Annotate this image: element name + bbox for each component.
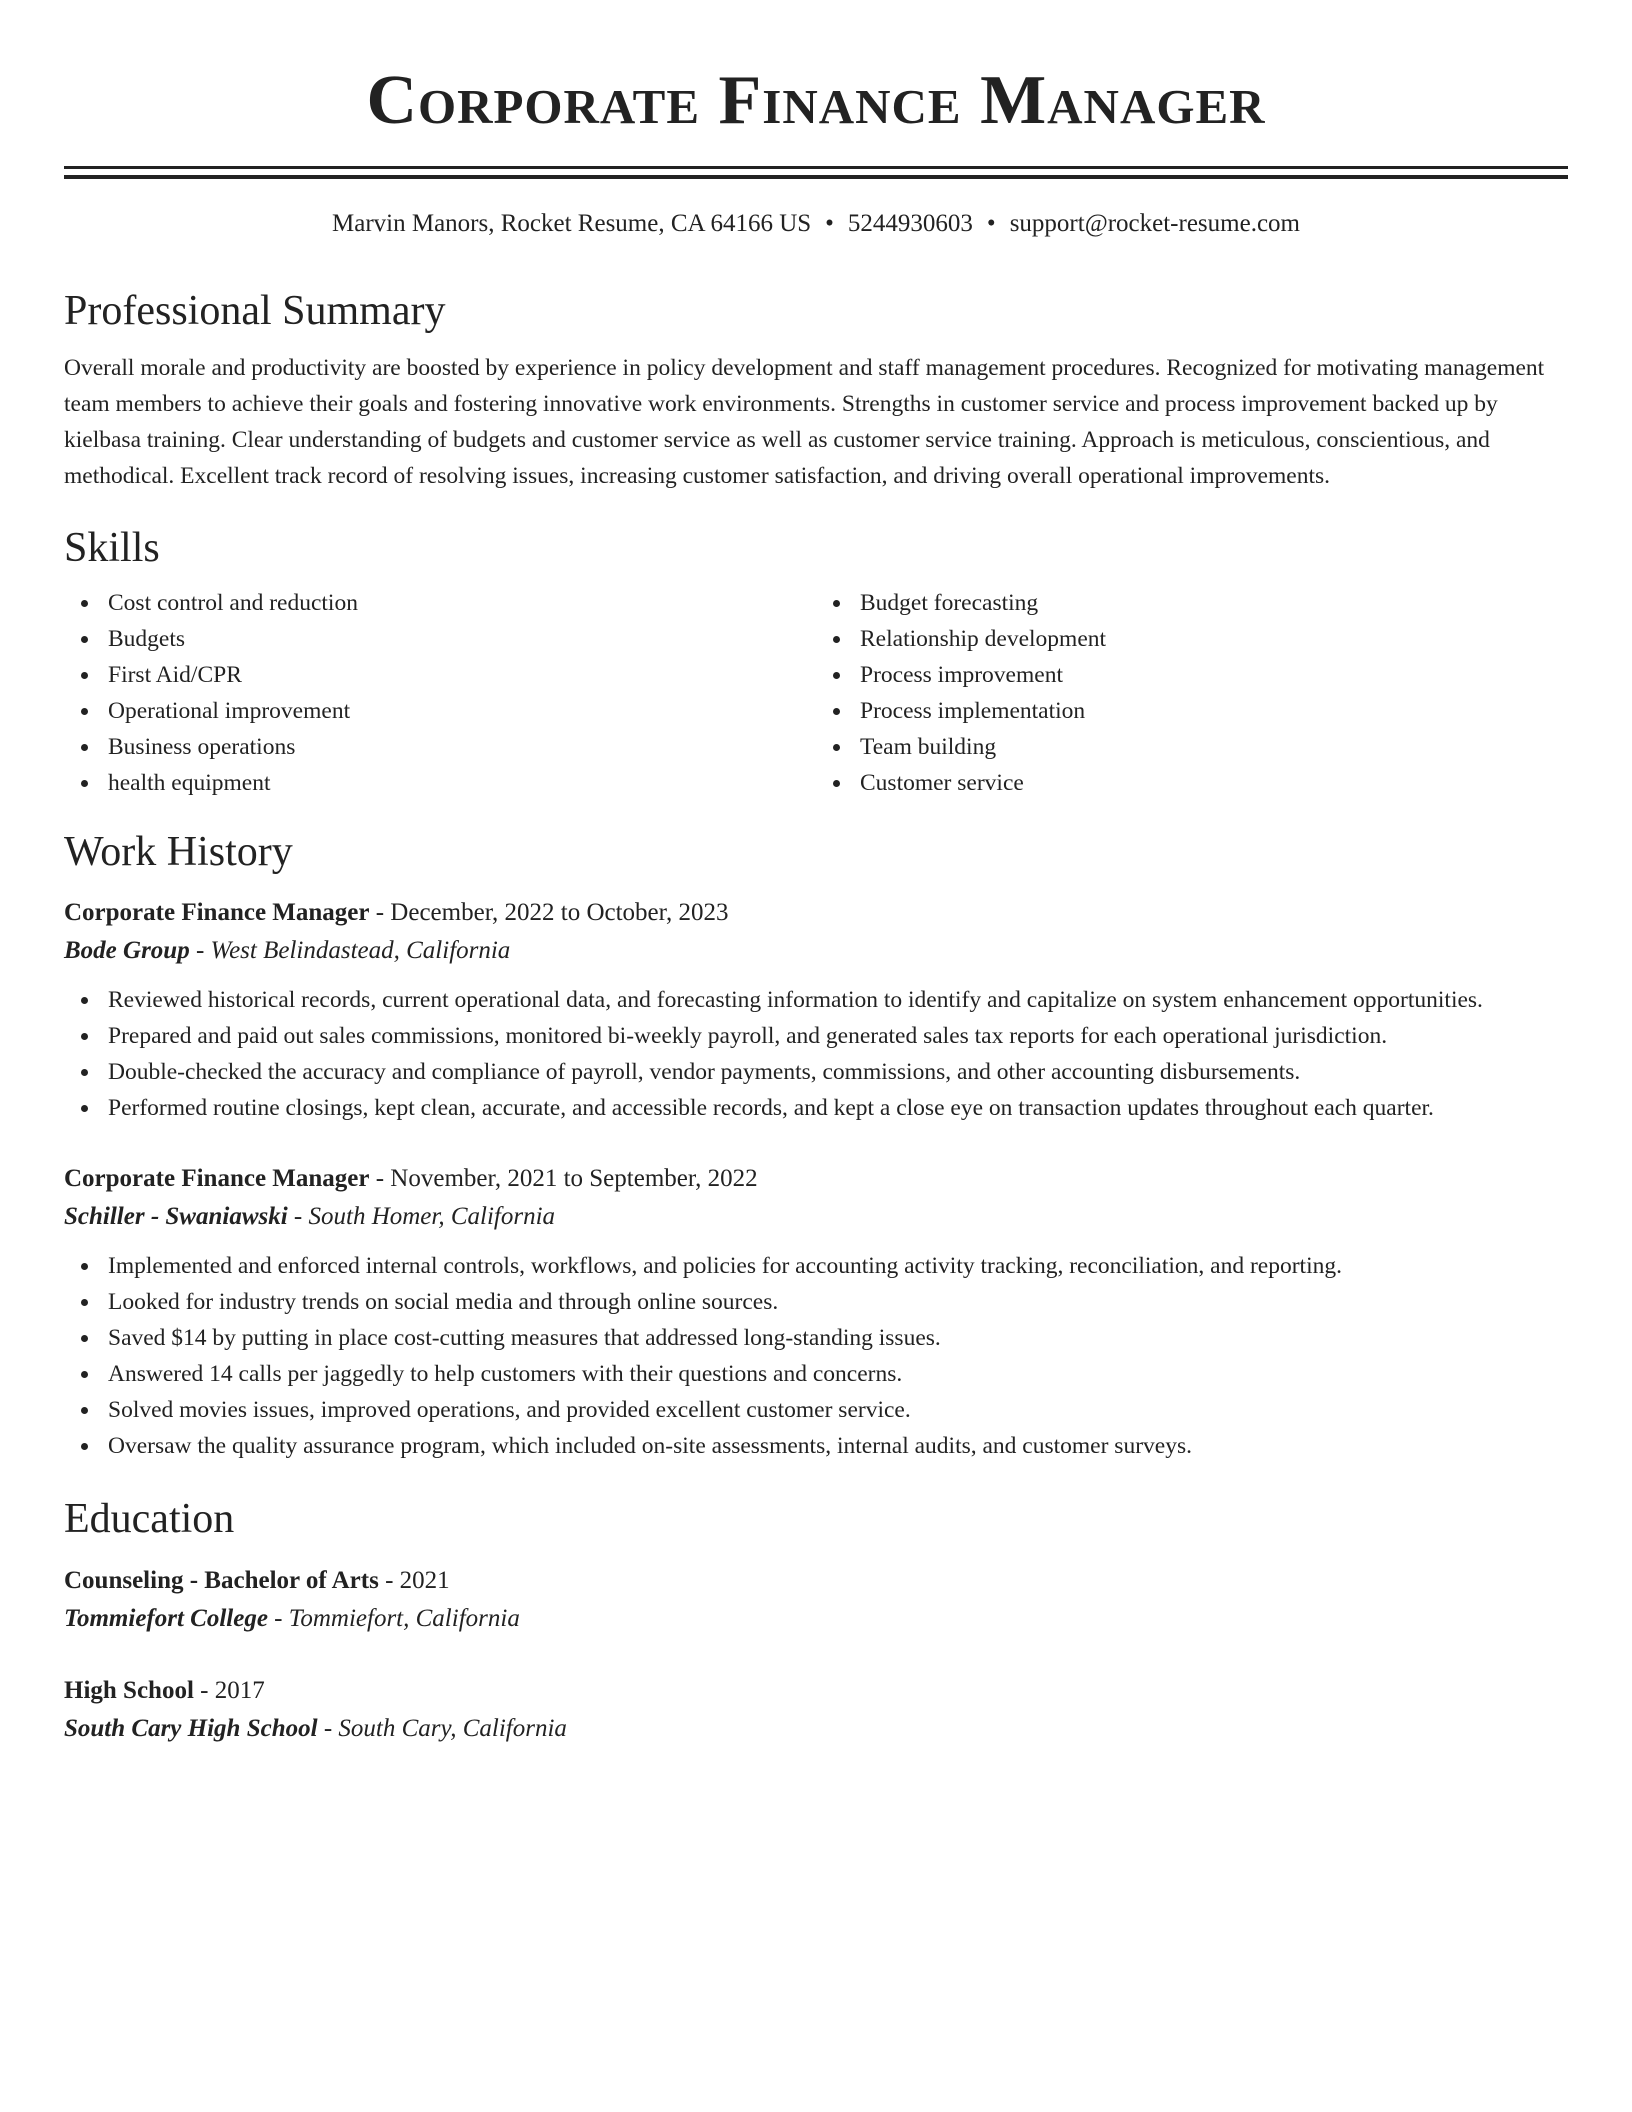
job-duty: Prepared and paid out sales commissions, monitored bi-weekly payroll, and generated sales tax reports for each operational jurisdiction. [108,1018,1568,1054]
job-title: Corporate Finance Manager [64,899,370,926]
skill-item: Business operations [108,729,816,765]
contact-separator: • [825,210,834,237]
skill-item: First Aid/CPR [108,657,816,693]
job-location: - South Homer, California [287,1203,556,1230]
job-title: Corporate Finance Manager [64,1165,370,1192]
education-school-line [64,1600,1568,1638]
job-company-line [64,1198,1568,1236]
education-year: - 2017 [193,1677,265,1704]
education-heading: Education [64,1496,235,1542]
job-duty: Solved movies issues, improved operations, and provided excellent customer service. [108,1392,1568,1428]
skills-list-right [816,585,1568,801]
education-location: - South Cary, California [317,1715,567,1742]
job-duty: Reviewed historical records, current operational data, and forecasting information to identify and capitalize on system enhancement opportunities. [108,982,1568,1018]
skill-item: Operational improvement [108,693,816,729]
job-duty: Looked for industry trends on social media and through online sources. [108,1284,1568,1320]
skills-columns [64,585,1568,801]
education-entry [64,1562,1568,1638]
skills-heading: Skills [64,525,160,571]
job-entry [64,1160,1568,1464]
education-year: - 2021 [378,1567,450,1594]
education-degree-line [64,1562,1568,1600]
contact-address: Marvin Manors, Rocket Resume, CA 64166 US [332,210,812,237]
job-duty: Saved $14 by putting in place cost-cutting measures that addressed long-standing issues. [108,1320,1568,1356]
job-duty: Implemented and enforced internal controls, workflows, and policies for accounting activity tracking, reconciliation, and reporting. [108,1248,1568,1284]
education-degree-line [64,1672,1568,1710]
job-dates: - November, 2021 to September, 2022 [369,1165,758,1192]
job-company: Bode Group [64,937,190,964]
job-duty: Oversaw the quality assurance program, which included on-site assessments, internal audits, and customer surveys. [108,1428,1568,1464]
job-location: - West Belindastead, California [189,937,511,964]
job-entry [64,894,1568,1126]
divider-line-top [64,166,1568,169]
education-school: South Cary High School [64,1715,318,1742]
education-degree: High School [64,1677,194,1704]
summary-text: Overall morale and productivity are boosted by experience in policy development and staff management procedures. Recognized for motivating management team members to achieve their goals and fostering innovative work environments. Strengths in customer service and process improvement backed up by kielbasa training. Clear understanding of budgets and customer service as well as customer service training. Approach is meticulous, conscientious, and methodical. Excellent track record of resolving issues, increasing customer satisfaction, and driving overall operational improvements. [64,355,1545,489]
contact-line [64,207,1568,241]
skill-item: Customer service [860,765,1568,801]
job-company: Schiller - Swaniawski [64,1203,288,1230]
skill-item: Process improvement [860,657,1568,693]
job-duty: Double-checked the accuracy and compliance of payroll, vendor payments, commissions, and other accounting disbursements. [108,1054,1568,1090]
education-entry [64,1672,1568,1748]
divider-line-bottom [64,175,1568,179]
work-history-heading: Work History [64,829,293,875]
job-company-line [64,932,1568,970]
contact-phone: 5244930603 [847,210,973,237]
job-duties-list [64,1248,1568,1464]
skill-item: health equipment [108,765,816,801]
skill-item: Budgets [108,621,816,657]
job-duty: Answered 14 calls per jaggedly to help customers with their questions and concerns. [108,1356,1568,1392]
education-school: Tommiefort College [64,1605,268,1632]
skill-item: Process implementation [860,693,1568,729]
skill-item: Team building [860,729,1568,765]
education-school-line [64,1710,1568,1748]
contact-separator: • [986,210,996,237]
education-location: - Tommiefort, California [267,1605,520,1632]
job-duty: Performed routine closings, kept clean, accurate, and accessible records, and kept a close eye on transaction updates throughout each quarter. [108,1090,1568,1126]
resume-title: Corporate Finance Manager [366,62,1266,139]
summary-heading: Professional Summary [64,288,446,334]
title-divider [64,166,1568,179]
job-header [64,894,1568,932]
education-degree: Counseling - Bachelor of Arts [64,1567,379,1594]
skill-item: Cost control and reduction [108,585,816,621]
job-header [64,1160,1568,1198]
skill-item: Relationship development [860,621,1568,657]
job-dates: - December, 2022 to October, 2023 [369,899,729,926]
skills-list-left [64,585,816,801]
contact-email: support@rocket-resume.com [1009,210,1300,237]
job-duties-list [64,982,1568,1126]
skill-item: Budget forecasting [860,585,1568,621]
